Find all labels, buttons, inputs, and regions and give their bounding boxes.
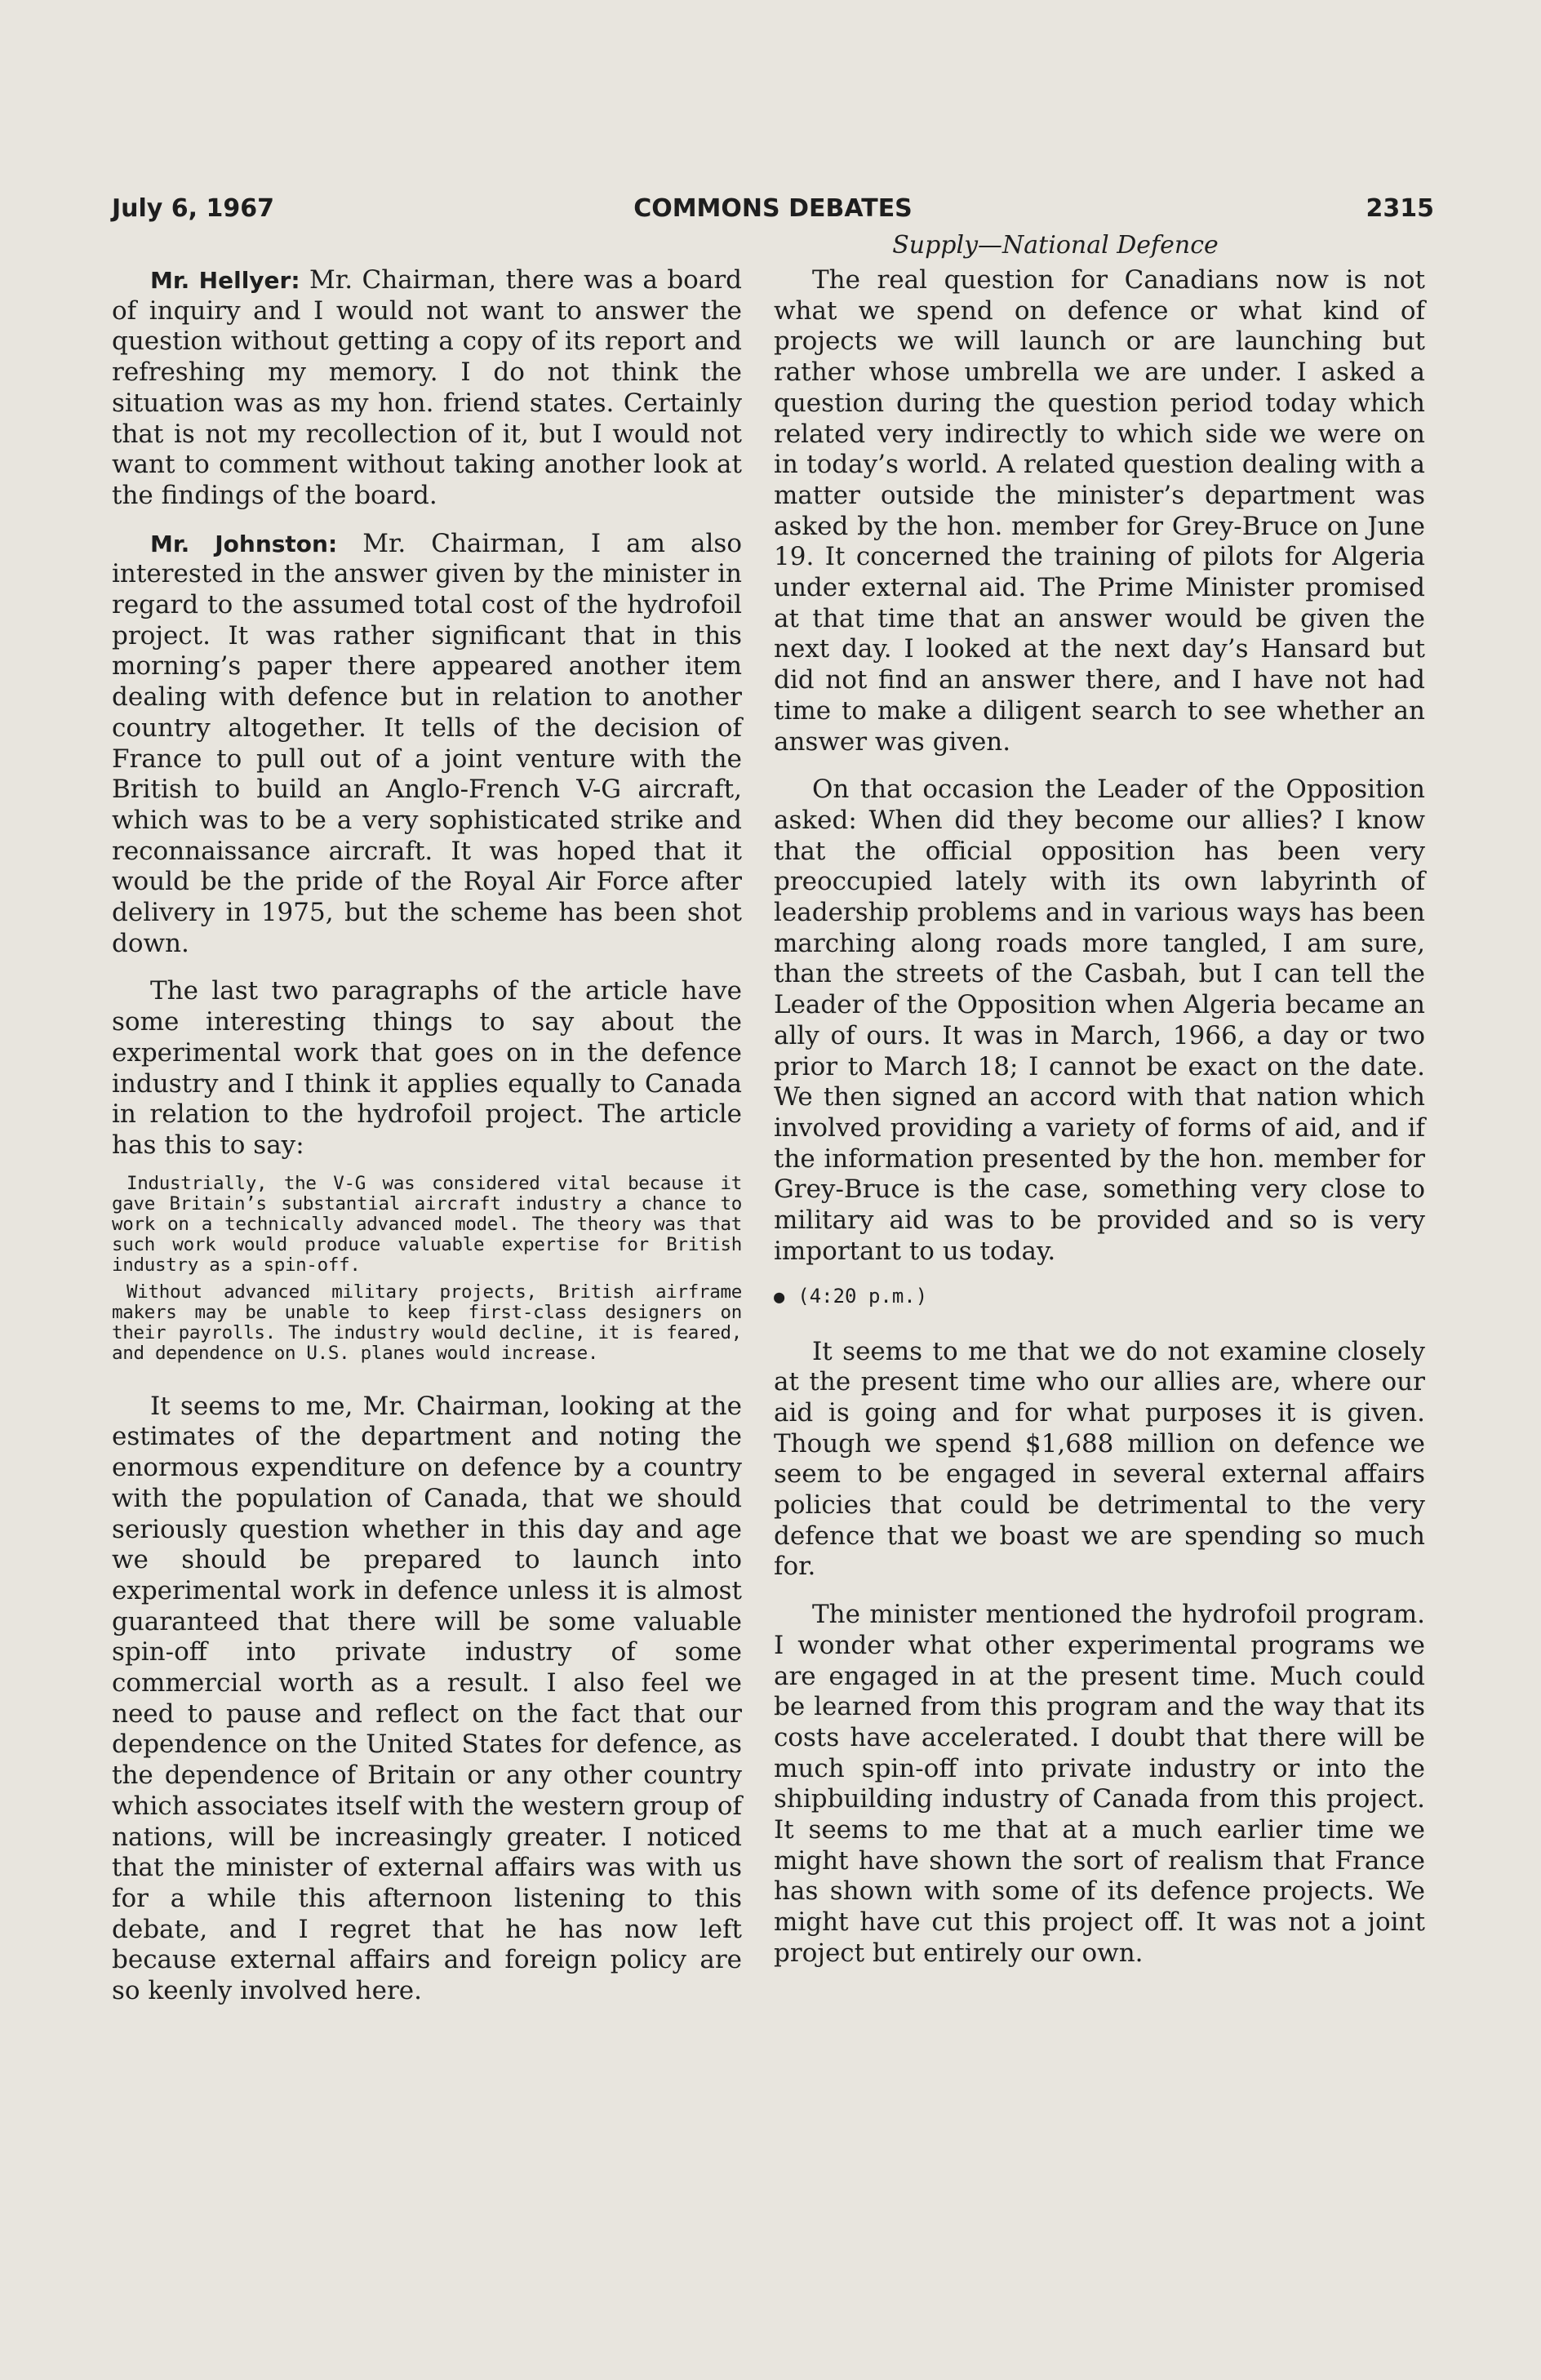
paragraph-text: Mr. Chairman, there was a board of inquiry and I would not want to answer the question without getting a copy of its report and refreshing my memory. I do not think the situation was as my hon. friend states. Certainly that is not my recollection of it, but I would not want to comment without taking another look at the findings of the board. <box>112 265 742 510</box>
time-text: (4:20 p.m.) <box>797 1284 928 1308</box>
quote-paragraph: Industrially, the V-G was considered vital because it gave Britain’s substantial aircraft industry a chance to work on a technically advanced model. The theory was that such work would produce valuable expertise for British industry as a spin-off. <box>112 1172 742 1276</box>
left-column <box>112 265 742 2024</box>
block-quote <box>112 1174 742 1364</box>
quote-paragraph: Without advanced military projects, British airframe makers may be unable to keep first-class designers on their payrolls. The industry would decline, it is feared, and dependence on U.S. planes would increase. <box>112 1281 742 1364</box>
paragraph-text: On that occasion the Leader of the Opposition asked: When did they become our allies? I know that the official opposition has been very preoccupied lately with its own labyrinth of leadership problems and in various ways has been marching along roads more tangled, I am sure, than the streets of the Casbah, but I can tell the Leader of the Opposition when Algeria became an ally of ours. It was in March, 1966, a day or two prior to March 18; I cannot be exact on the date. We then signed an accord with that nation which involved providing a variety of forms of aid, and if the information presented by the hon. member for Grey-Bruce is the case, something very close to military aid was to be provided and so is very important to us today. <box>774 775 1425 1266</box>
page-header <box>112 194 1434 227</box>
header-title: COMMONS DEBATES <box>633 194 913 223</box>
paragraph-text: Mr. Chairman, I am also interested in the answer given by the minister in regard to the assumed total cost of the hydrofoil project. It was rather significant that in this morning’s paper there appeared another item dealing with defence but in relation to another country altogether. It tells of the decision of France to pull out of a joint venture with the British to build an Anglo-French V-G aircraft, which was to be a very sophisticated strike and reconnaissance aircraft. It was hoped that it would be the pride of the Royal Air Force after delivery in 1975, but the scheme has been shot down. <box>112 528 743 958</box>
bullet-icon: ● <box>774 1286 785 1308</box>
speaker-name: Mr. Johnston: <box>150 530 338 557</box>
paragraph-text: It seems to me that we do not examine closely at the present time who our allies are, where our aid is going and for what purposes it is given. Though we spend $1,688 million on defence we seem to be engaged in several external affairs policies that could be detrimental to the very defence that we boast we are spending so much for. <box>774 1336 1425 1582</box>
header-date: July 6, 1967 <box>112 194 275 223</box>
paragraph-text: The last two paragraphs of the article have some interesting things to say about the experimental work that goes on in the defence industry and I think it applies equally to Canada in relation to the hydrofoil project. The article has this to say: <box>112 976 742 1160</box>
paragraph-johnston <box>112 529 742 960</box>
paragraph-text: The minister mentioned the hydrofoil program. I wonder what other experimental programs we are engaged in at the present time. Much could be learned from this program and the way that its costs have accelerated. I doubt that there will be much spin-off into private industry or into the shipbuilding industry of Canada from this project. It seems to me that at a much earlier time we might have shown the sort of realism that France has shown with some of its defence projects. We might have cut this project off. It was not a joint project but entirely our own. <box>774 1600 1425 1968</box>
paragraph-text: It seems to me, Mr. Chairman, looking at the estimates of the department and noting the enormous expenditure on defence by a country with the population of Canada, that we should seriously question whether in this day and age we should be prepared to launch into experimental work in defence unless it is almost guaranteed that there will be some valuable spin-off into private industry of some commercial worth as a result. I also feel we need to pause and reflect on the fact that our dependence on the United States for defence, as the dependence of Britain or any other country which associates itself with the western group of nations, will be increasingly greater. I noticed that the minister of external affairs was with us for a while this afternoon listening to this debate, and I regret that he has now left because external affairs and foreign policy are so keenly involved here. <box>112 1391 742 2006</box>
page-number: 2315 <box>1366 194 1434 223</box>
paragraph-text: The real question for Canadians now is not what we spend on defence or what kind of projects we will launch or are launching but rather whose umbrella we are under. I asked a question during the question period today which related very indirectly to which side we were on in today’s world. A related question dealing with a matter outside the minister’s department was asked by the hon. member for Grey-Bruce on June 19. It concerned the training of pilots for Algeria under external aid. The Prime Minister promised at that time that an answer would be given the next day. I looked at the next day’s Hansard but did not find an answer there, and I have not had time to make a diligent search to see whether an answer was given. <box>774 265 1425 757</box>
right-column <box>774 265 1425 1987</box>
speaker-name: Mr. Hellyer: <box>150 267 300 294</box>
section-heading: Supply—National Defence <box>892 231 1219 260</box>
time-stamp <box>774 1285 1425 1308</box>
paragraph-hellyer <box>112 265 742 512</box>
